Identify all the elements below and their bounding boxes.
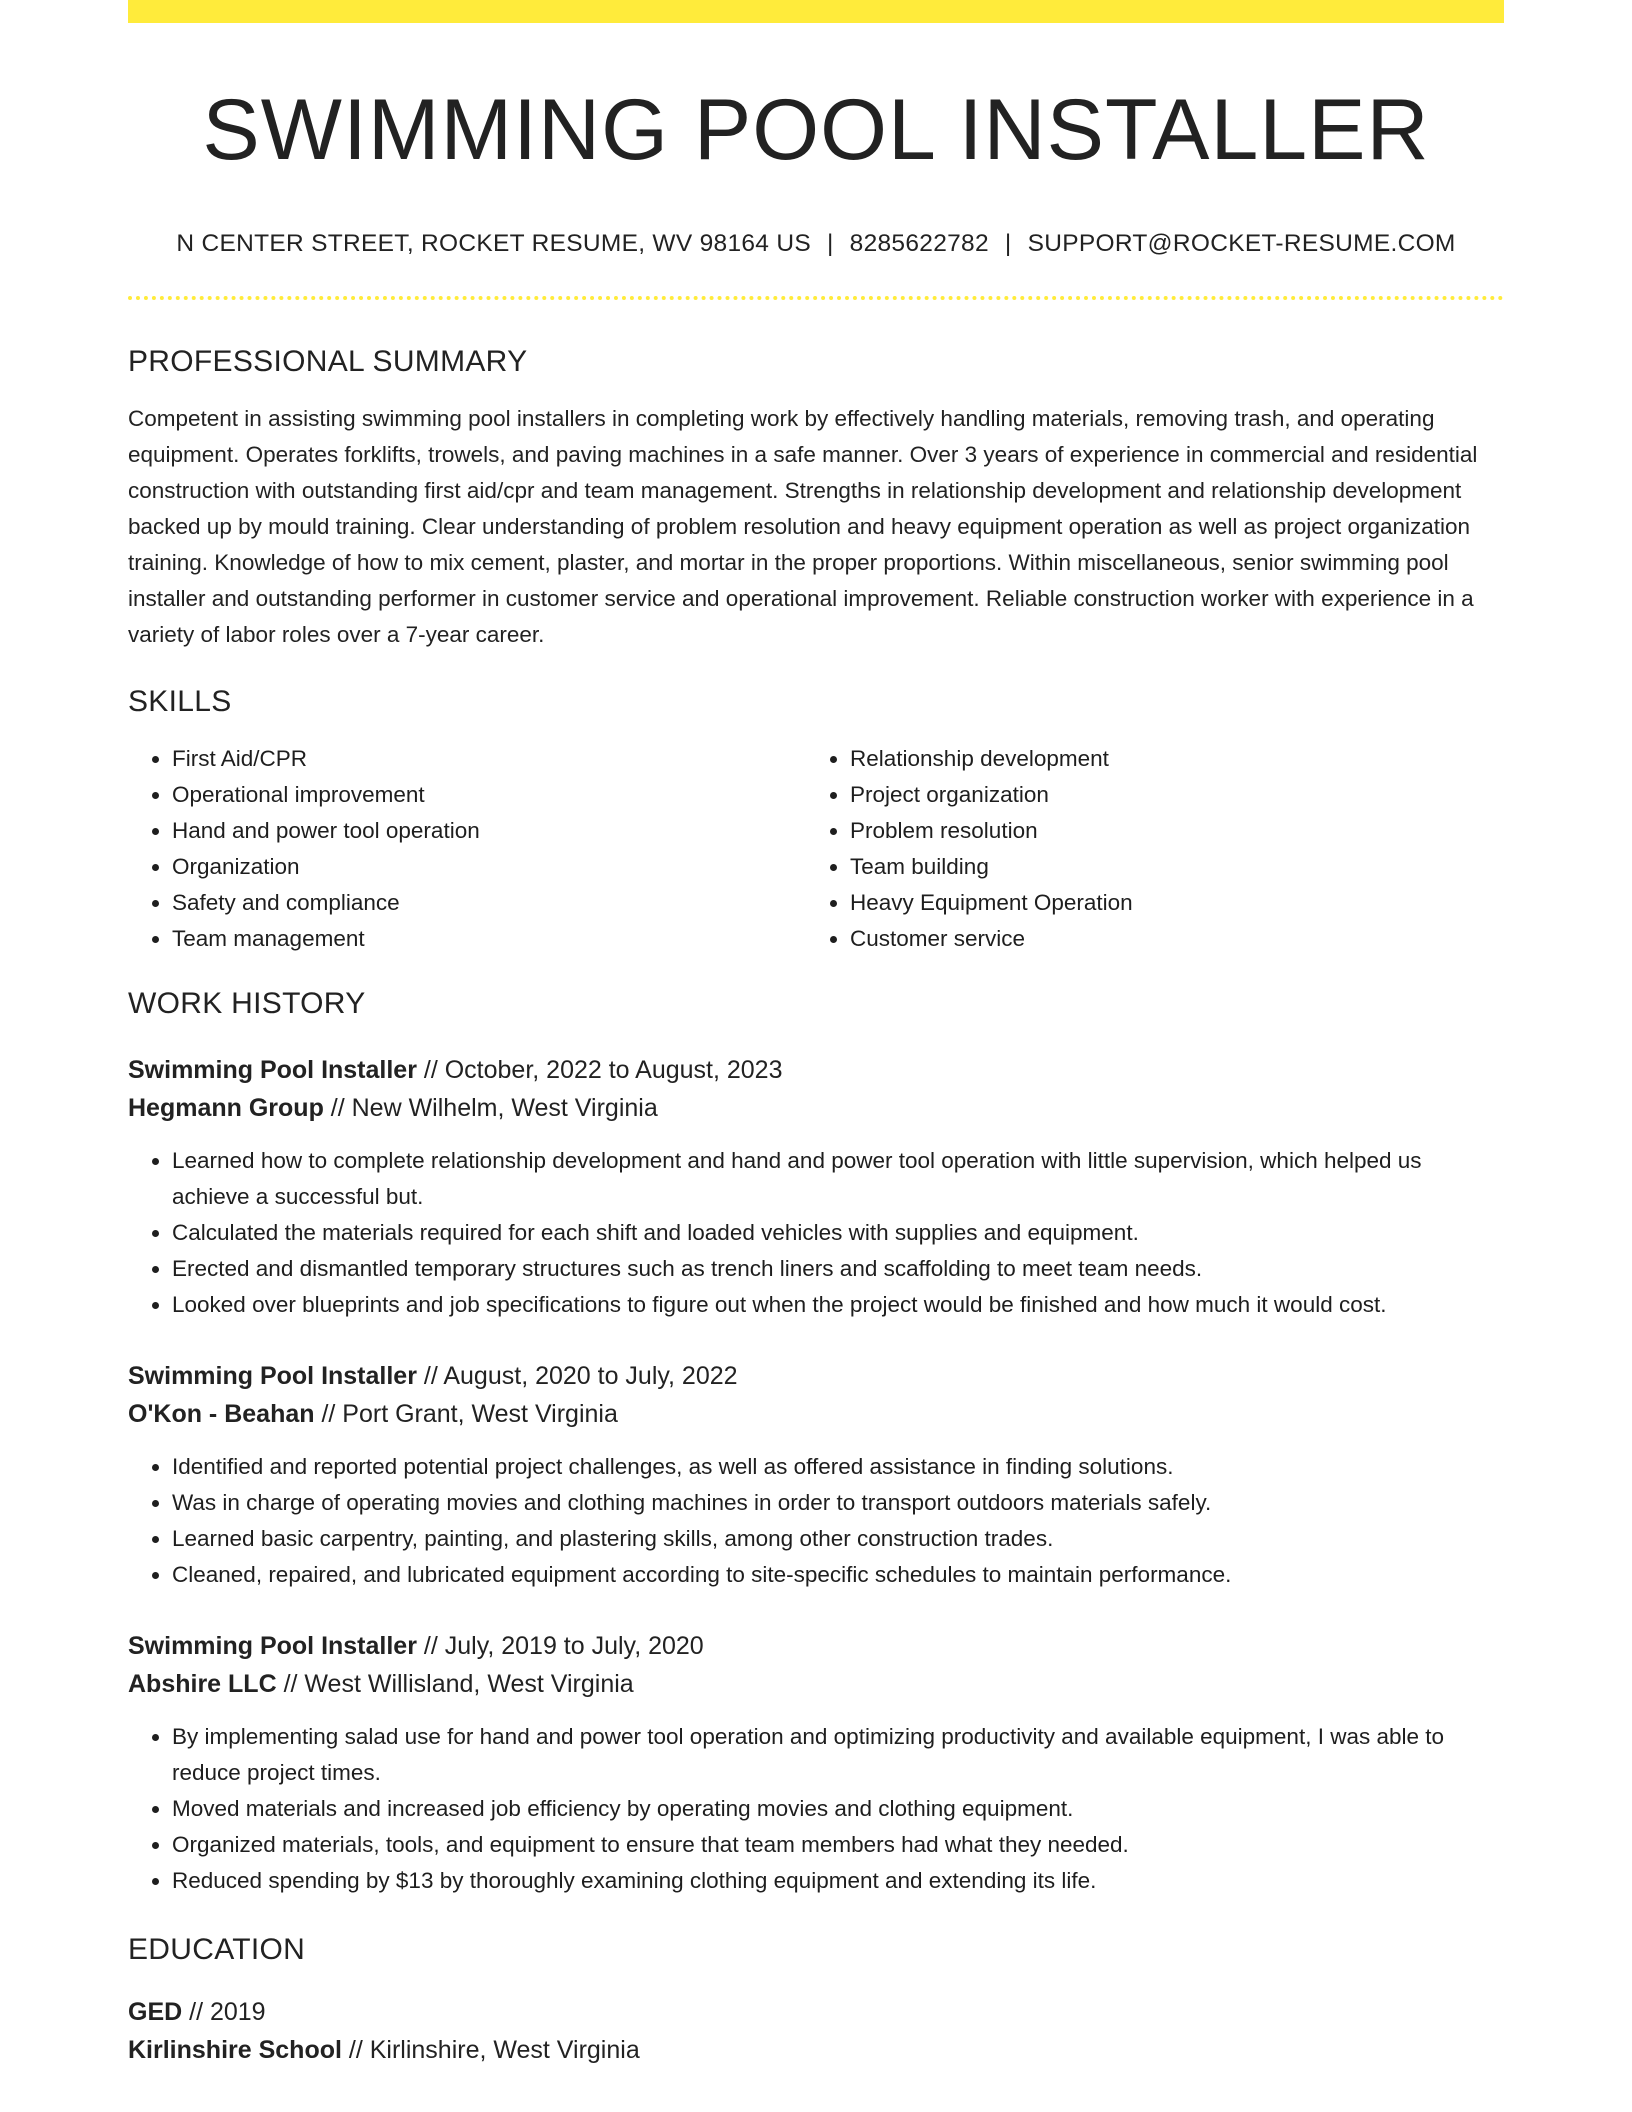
skill-item: • Organization <box>172 849 806 885</box>
job-bullet: • By implementing salad use for hand and power tool operation and optimizing productivity and available equipment, I was able to reduce project times. <box>172 1719 1504 1791</box>
job-role-line <box>128 1051 1504 1089</box>
resume-name-title: SWIMMING POOL INSTALLER <box>202 82 1430 178</box>
skill-item: • Team management <box>172 921 806 957</box>
summary-text: Competent in assisting swimming pool installers in completing work by effectively handling materials, removing trash, and operating equipment. Operates forklifts, trowels, and paving machines in a safe manner. Over 3 years of experience in commercial and residential construction with outstanding first aid/cpr and team management. Strengths in relationship development and relationship development backed up by mould training. Clear understanding of problem resolution and heavy equipment operation as well as project organization training. Knowledge of how to mix cement, plaster, and mortar in the proper proportions. Within miscellaneous, senior swimming pool installer and outstanding performer in customer service and operational improvement. Reliable construction worker with experience in a variety of labor roles over a 7-year career. <box>128 405 1478 647</box>
work-history-heading: WORK HISTORY <box>128 986 366 1020</box>
job-company-line <box>128 1665 1504 1703</box>
dotted-divider <box>128 296 1504 300</box>
job-dates: // August, 2020 to July, 2022 <box>416 1361 738 1390</box>
contact-separator: | <box>1004 229 1012 257</box>
contact-phone: 8285622782 <box>849 229 989 257</box>
job-company: Hegmann Group <box>128 1093 324 1122</box>
skill-item: • Problem resolution <box>850 813 1484 849</box>
education-degree: GED <box>128 1997 183 2026</box>
job-bullet: • Learned how to complete relationship development and hand and power tool operation with little supervision, which helped us achieve a successful but. <box>172 1143 1504 1215</box>
contact-address: N CENTER STREET, ROCKET RESUME, WV 98164 US <box>176 229 811 257</box>
contact-email: SUPPORT@ROCKET-RESUME.COM <box>1027 229 1456 257</box>
skill-item: • Project organization <box>850 777 1484 813</box>
education-school-line <box>128 2031 1504 2069</box>
job-bullet: • Learned basic carpentry, painting, and plastering skills, among other construction trades. <box>172 1521 1504 1557</box>
skill-item: • Hand and power tool operation <box>172 813 806 849</box>
job-company-line <box>128 1395 1504 1433</box>
job-entry <box>128 1627 1504 1899</box>
job-bullet: • Erected and dismantled temporary structures such as trench liners and scaffolding to meet team needs. <box>172 1251 1504 1287</box>
accent-top-bar <box>128 0 1504 23</box>
job-entry <box>128 1357 1504 1593</box>
job-role: Swimming Pool Installer <box>128 1055 417 1084</box>
skills-columns <box>128 741 1504 957</box>
job-company: Abshire LLC <box>128 1669 277 1698</box>
skill-item: • Team building <box>850 849 1484 885</box>
job-bullets <box>128 1143 1504 1323</box>
job-location: // Port Grant, West Virginia <box>314 1399 618 1428</box>
skill-item: • Customer service <box>850 921 1484 957</box>
contact-separator: | <box>826 229 834 257</box>
education-location: // Kirlinshire, West Virginia <box>341 2035 640 2064</box>
job-bullet: • Reduced spending by $13 by thoroughly examining clothing equipment and extending its life. <box>172 1863 1504 1899</box>
job-bullet: • Organized materials, tools, and equipment to ensure that team members had what they needed. <box>172 1827 1504 1863</box>
job-bullet: • Cleaned, repaired, and lubricated equipment according to site-specific schedules to maintain performance. <box>172 1557 1504 1593</box>
education-year: // 2019 <box>182 1997 266 2026</box>
job-bullet: • Moved materials and increased job efficiency by operating movies and clothing equipment. <box>172 1791 1504 1827</box>
skill-item: • Heavy Equipment Operation <box>850 885 1484 921</box>
job-role-line <box>128 1357 1504 1395</box>
contact-line <box>128 230 1504 258</box>
job-role: Swimming Pool Installer <box>128 1631 417 1660</box>
job-location: // West Willisland, West Virginia <box>276 1669 634 1698</box>
job-bullets <box>128 1449 1504 1593</box>
skills-list-right <box>806 741 1484 957</box>
education-school: Kirlinshire School <box>128 2035 342 2064</box>
education-entry <box>128 1993 1504 2069</box>
education-heading: EDUCATION <box>128 1932 306 1966</box>
job-role: Swimming Pool Installer <box>128 1361 417 1390</box>
education-degree-line <box>128 1993 1504 2031</box>
skill-item: • Operational improvement <box>172 777 806 813</box>
job-bullet: • Was in charge of operating movies and clothing machines in order to transport outdoors materials safely. <box>172 1485 1504 1521</box>
skill-item: • Relationship development <box>850 741 1484 777</box>
job-role-line <box>128 1627 1504 1665</box>
skills-list-left <box>128 741 806 957</box>
job-dates: // July, 2019 to July, 2020 <box>416 1631 704 1660</box>
job-company: O'Kon - Beahan <box>128 1399 315 1428</box>
skill-item: • First Aid/CPR <box>172 741 806 777</box>
job-dates: // October, 2022 to August, 2023 <box>416 1055 783 1084</box>
job-bullets <box>128 1719 1504 1899</box>
job-entry <box>128 1051 1504 1323</box>
job-bullet: • Calculated the materials required for each shift and loaded vehicles with supplies and equipment. <box>172 1215 1504 1251</box>
job-company-line <box>128 1089 1504 1127</box>
resume-page <box>128 0 1504 2069</box>
job-bullet: • Identified and reported potential project challenges, as well as offered assistance in finding solutions. <box>172 1449 1504 1485</box>
job-location: // New Wilhelm, West Virginia <box>323 1093 658 1122</box>
skills-heading: SKILLS <box>128 684 232 718</box>
skill-item: • Safety and compliance <box>172 885 806 921</box>
job-bullet: • Looked over blueprints and job specifications to figure out when the project would be finished and how much it would cost. <box>172 1287 1504 1323</box>
summary-heading: PROFESSIONAL SUMMARY <box>128 344 528 378</box>
